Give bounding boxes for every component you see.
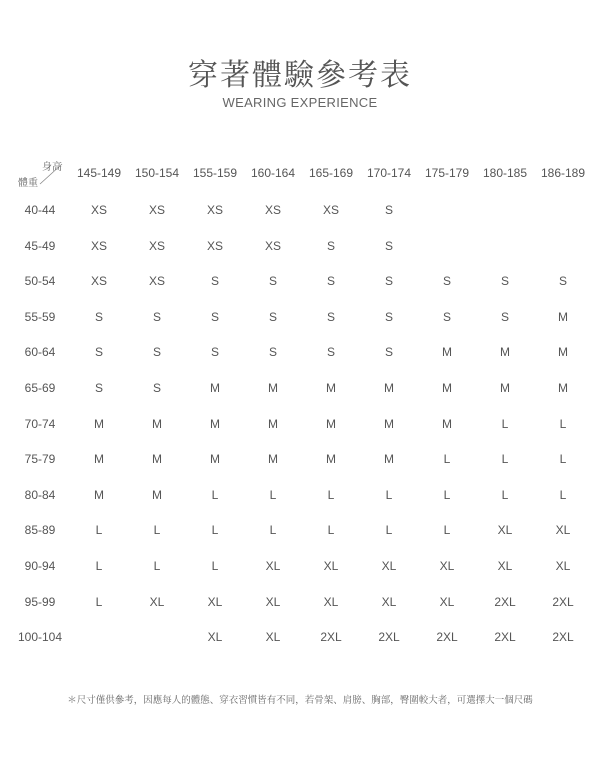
size-cell: L	[269, 523, 277, 538]
weight-row-label: 75-79	[24, 452, 56, 467]
size-cell: M	[500, 345, 510, 360]
size-cell: XS	[148, 274, 165, 289]
size-cell: M	[152, 487, 162, 502]
size-cell: XL	[497, 523, 513, 538]
size-cell: M	[442, 345, 452, 360]
size-cell: L	[95, 523, 103, 538]
page-subtitle: WEARING EXPERIENCE	[222, 95, 378, 110]
size-cell: M	[384, 381, 394, 395]
weight-row-label: 85-89	[24, 523, 56, 538]
size-cell: S	[94, 309, 103, 324]
size-cell: XS	[322, 203, 339, 217]
size-cell: S	[268, 274, 277, 289]
size-cell: S	[152, 345, 161, 360]
size-cell: L	[211, 559, 219, 573]
weight-row-label: 65-69	[24, 381, 56, 395]
size-cell: S	[210, 345, 219, 360]
height-header-cell: 155-159	[192, 166, 238, 180]
height-header-cell: 175-179	[424, 166, 470, 180]
size-cell: L	[95, 594, 103, 609]
height-header-cell: 170-174	[366, 166, 412, 180]
size-cell: L	[385, 523, 393, 538]
size-cell: 2XL	[320, 630, 342, 645]
size-cell: M	[558, 381, 568, 395]
table-corner-header	[14, 158, 66, 189]
size-cell: L	[559, 452, 567, 467]
size-cell: S	[326, 238, 335, 253]
size-cell: L	[501, 452, 509, 467]
size-cell: M	[94, 452, 104, 467]
size-cell: M	[152, 416, 162, 431]
size-cell: M	[268, 452, 278, 467]
size-cell: XS	[148, 238, 165, 253]
size-cell: M	[558, 345, 568, 360]
size-cell: S	[384, 274, 393, 289]
size-cell: S	[384, 203, 393, 217]
weight-row-label: 55-59	[24, 309, 56, 324]
height-header-cell: 160-164	[250, 166, 296, 180]
weight-row-label: 40-44	[24, 203, 56, 217]
size-cell: XS	[90, 238, 107, 253]
size-cell: S	[268, 309, 277, 324]
size-cell: XL	[265, 630, 281, 645]
size-cell: L	[501, 487, 509, 502]
size-cell: XL	[497, 559, 513, 573]
size-cell: S	[152, 309, 161, 324]
height-header-cell: 150-154	[134, 166, 180, 180]
weight-row-label: 70-74	[24, 416, 56, 431]
size-cell: M	[210, 381, 220, 395]
size-cell: L	[327, 523, 335, 538]
size-cell: M	[384, 452, 394, 467]
size-cell: 2XL	[552, 594, 574, 609]
size-cell: XL	[439, 594, 455, 609]
size-cell: M	[268, 416, 278, 431]
weight-row-label: 95-99	[24, 594, 56, 609]
size-cell: 2XL	[494, 630, 516, 645]
size-cell: 2XL	[436, 630, 458, 645]
height-header-cell: 186-189	[540, 166, 586, 180]
footnote: ＊尺寸僅供參考，因應每人的體態、穿衣習慣皆有不同，若骨架、肩膀、胸部，臀圍較大者，可選擇大一個尺碼	[67, 695, 533, 706]
size-cell: S	[384, 345, 393, 360]
size-cell: M	[442, 381, 452, 395]
size-cell: 2XL	[552, 630, 574, 645]
weight-row-label: 45-49	[24, 238, 56, 253]
size-cell: L	[443, 452, 451, 467]
height-header-cell: 145-149	[76, 166, 122, 180]
size-cell: S	[94, 381, 103, 395]
size-cell: XL	[323, 559, 339, 573]
weight-row-label: 50-54	[24, 274, 56, 289]
size-cell: M	[442, 416, 452, 431]
size-cell: S	[442, 274, 451, 289]
size-cell: M	[210, 452, 220, 467]
size-cell: L	[327, 487, 335, 502]
size-cell: M	[558, 309, 568, 324]
size-cell: XL	[207, 630, 223, 645]
size-cell: S	[152, 381, 161, 395]
size-cell: M	[500, 381, 510, 395]
size-cell: S	[384, 238, 393, 253]
size-cell: L	[559, 416, 567, 431]
weight-row-label: 80-84	[24, 487, 56, 502]
size-cell: XL	[555, 559, 571, 573]
size-cell: M	[384, 416, 394, 431]
size-cell: XS	[90, 203, 107, 217]
size-cell: S	[326, 309, 335, 324]
size-cell: S	[500, 309, 509, 324]
size-cell: L	[269, 487, 277, 502]
size-cell: S	[500, 274, 509, 289]
size-cell: L	[211, 523, 219, 538]
size-cell: M	[152, 452, 162, 467]
weight-row-label: 60-64	[24, 345, 56, 360]
size-cell: S	[94, 345, 103, 360]
size-cell: XL	[265, 559, 281, 573]
size-cell: XS	[90, 274, 107, 289]
page-title: 穿著體驗參考表	[188, 58, 412, 93]
size-cell: XS	[264, 203, 281, 217]
size-cell: XL	[323, 594, 339, 609]
size-cell: 2XL	[494, 594, 516, 609]
size-cell: S	[210, 309, 219, 324]
size-cell: M	[326, 381, 336, 395]
weight-row-label: 90-94	[24, 559, 56, 573]
size-cell: XL	[555, 523, 571, 538]
size-cell: L	[385, 487, 393, 502]
size-cell: M	[210, 416, 220, 431]
size-cell: XS	[206, 203, 223, 217]
weight-axis-label: 體重	[18, 178, 38, 189]
size-cell: S	[558, 274, 567, 289]
size-cell: L	[95, 559, 103, 573]
size-cell: M	[326, 416, 336, 431]
size-cell: XL	[439, 559, 455, 573]
size-cell: L	[559, 487, 567, 502]
height-header-cell: 165-169	[308, 166, 354, 180]
size-cell: XS	[264, 238, 281, 253]
size-cell: S	[442, 309, 451, 324]
size-cell: M	[326, 452, 336, 467]
size-cell: S	[384, 309, 393, 324]
size-cell: XS	[206, 238, 223, 253]
size-cell: 2XL	[378, 630, 400, 645]
size-cell: L	[211, 487, 219, 502]
size-cell: L	[153, 523, 161, 538]
size-cell: M	[94, 487, 104, 502]
size-cell: XL	[207, 594, 223, 609]
weight-row-label: 100-104	[17, 630, 63, 645]
size-cell: L	[443, 523, 451, 538]
size-cell: S	[268, 345, 277, 360]
size-cell: L	[443, 487, 451, 502]
size-cell: L	[153, 559, 161, 573]
size-cell: M	[268, 381, 278, 395]
size-cell: XL	[149, 594, 165, 609]
height-header-cell: 180-185	[482, 166, 528, 180]
size-cell: S	[326, 274, 335, 289]
size-cell: S	[326, 345, 335, 360]
size-cell: XL	[381, 559, 397, 573]
size-cell: XL	[265, 594, 281, 609]
size-cell: L	[501, 416, 509, 431]
size-cell: S	[210, 274, 219, 289]
size-cell: XL	[381, 594, 397, 609]
size-cell: XS	[148, 203, 165, 217]
size-cell: M	[94, 416, 104, 431]
height-axis-label: 身高	[42, 162, 62, 173]
